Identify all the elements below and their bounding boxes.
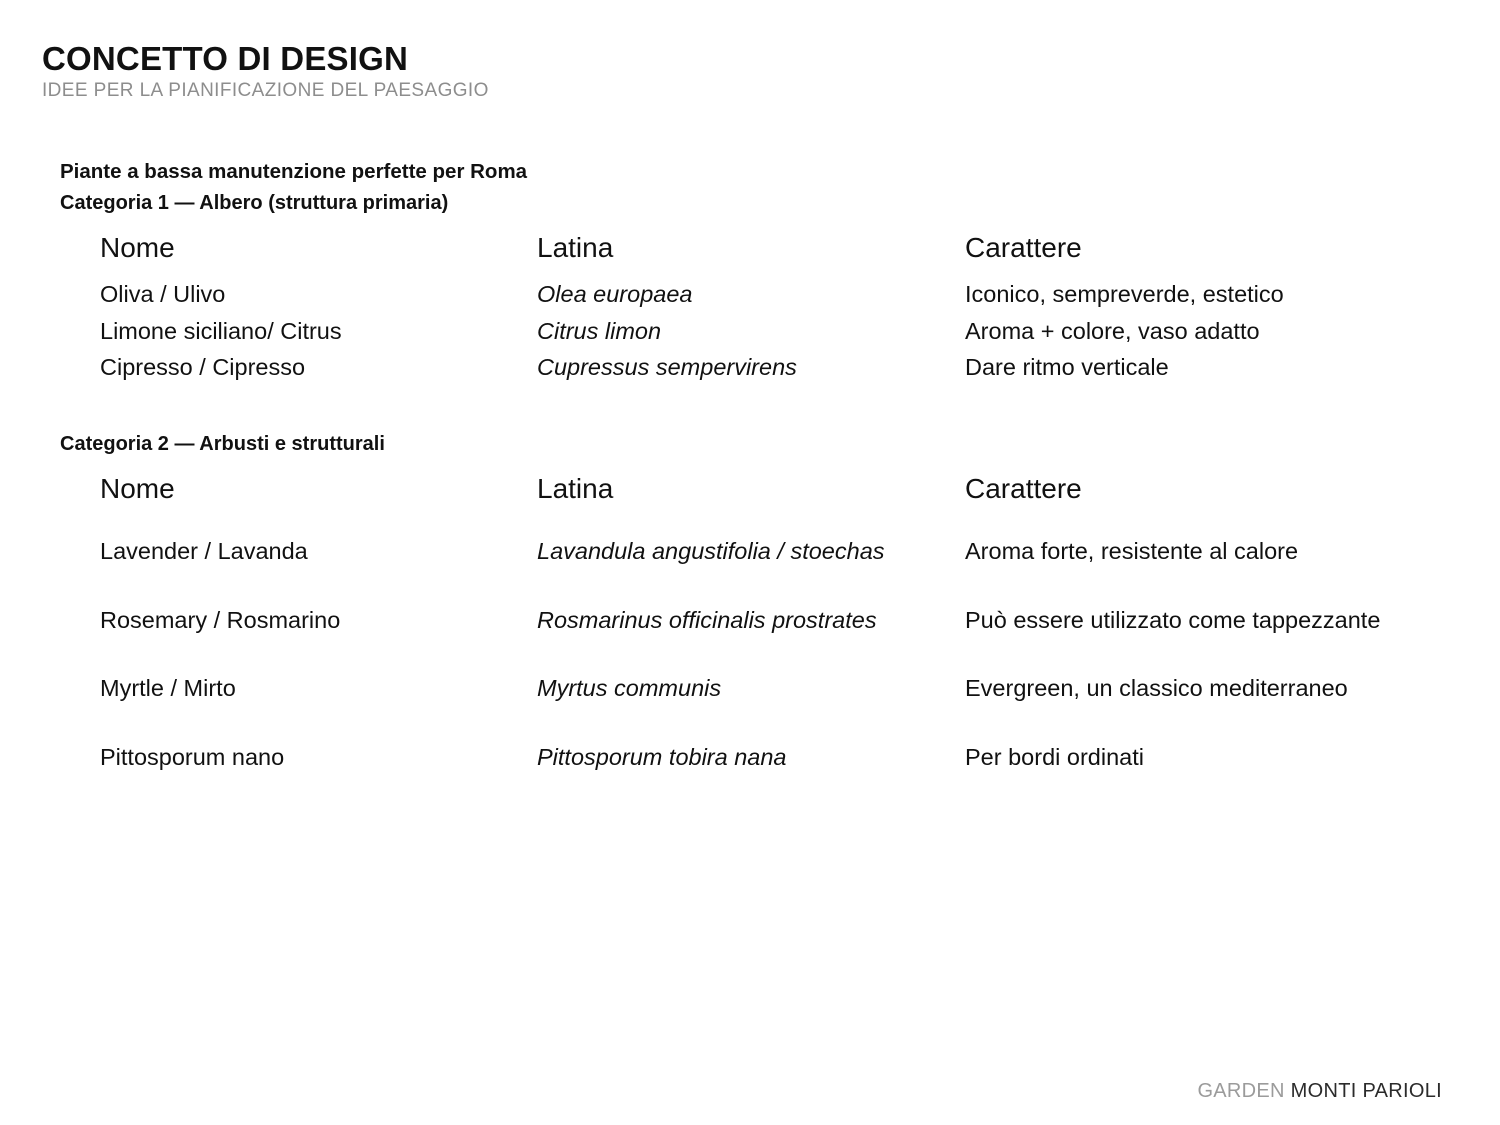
lead-text: Piante a bassa manutenzione perfette per Roma <box>60 159 528 183</box>
table-row <box>94 349 1454 386</box>
table-row <box>94 723 1454 792</box>
content-body <box>42 159 1440 792</box>
cell-carattere: Aroma forte, resistente al calore <box>965 537 1299 564</box>
cell-latina: Lavandula angustifolia / stoechas <box>537 537 885 564</box>
cell-nome: Rosemary / Rosmarino <box>100 606 341 633</box>
cell-latina: Cupressus sempervirens <box>537 354 797 381</box>
table-row <box>94 276 1454 313</box>
table-row <box>94 313 1454 350</box>
table-row <box>94 517 1454 586</box>
category-2-heading: Categoria 2 — Arbusti e strutturali <box>60 433 385 456</box>
category-1-heading: Categoria 1 — Albero (struttura primaria) <box>60 192 449 215</box>
cell-nome: Limone siciliano/ Citrus <box>100 317 342 344</box>
column-header-nome: Nome <box>100 473 175 505</box>
table-header-row <box>94 217 1454 276</box>
column-header-latina: Latina <box>537 232 614 264</box>
cell-carattere: Dare ritmo verticale <box>965 354 1169 381</box>
column-header-latina: Latina <box>537 473 614 505</box>
cell-nome: Pittosporum nano <box>100 743 285 770</box>
cell-carattere: Può essere utilizzato come tappezzante <box>965 606 1381 633</box>
cell-latina: Olea europaea <box>537 281 693 308</box>
page-subtitle: IDEE PER LA PIANIFICAZIONE DEL PAESAGGIO <box>42 79 489 101</box>
cell-latina: Citrus limon <box>537 317 662 344</box>
category-1-table <box>94 217 1454 386</box>
cell-carattere: Aroma + colore, vaso adatto <box>965 317 1260 344</box>
column-header-nome: Nome <box>100 232 175 264</box>
cell-carattere: Evergreen, un classico mediterraneo <box>965 675 1348 702</box>
page-title: CONCETTO DI DESIGN <box>42 40 409 77</box>
table-header-row <box>94 458 1454 517</box>
cell-latina: Myrtus communis <box>537 675 722 702</box>
cell-latina: Pittosporum tobira nana <box>537 743 787 770</box>
table-row <box>94 654 1454 723</box>
cell-nome: Oliva / Ulivo <box>100 281 226 308</box>
footer-brand-light: GARDEN <box>1197 1080 1285 1102</box>
table-row <box>94 586 1454 655</box>
footer-brand-dark: MONTI PARIOLI <box>1290 1080 1442 1102</box>
cell-nome: Myrtle / Mirto <box>100 675 236 702</box>
cell-carattere: Iconico, sempreverde, estetico <box>965 281 1284 308</box>
cell-latina: Rosmarinus officinalis prostrates <box>537 606 877 633</box>
footer-brand <box>1197 1080 1442 1103</box>
column-header-carattere: Carattere <box>965 473 1082 505</box>
cell-nome: Cipresso / Cipresso <box>100 354 306 381</box>
cell-nome: Lavender / Lavanda <box>100 537 308 564</box>
category-2-table <box>94 458 1454 791</box>
column-header-carattere: Carattere <box>965 232 1082 264</box>
cell-carattere: Per bordi ordinati <box>965 743 1144 770</box>
